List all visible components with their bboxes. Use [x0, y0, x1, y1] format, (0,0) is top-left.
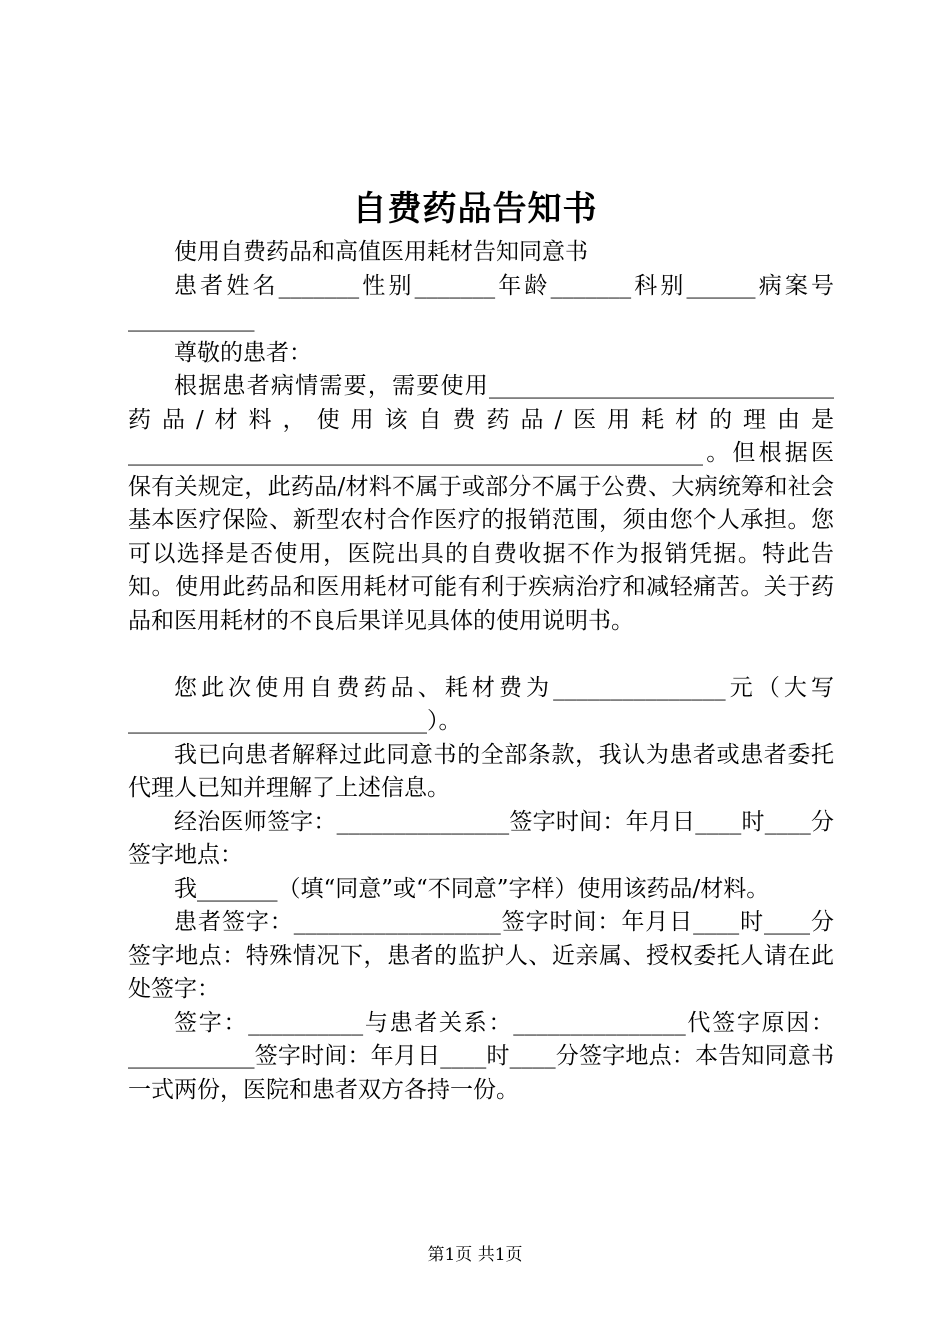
- document-title: 自费药品告知书: [352, 189, 598, 229]
- form-heading: 使用自费药品和高值医用耗材告知同意书: [174, 239, 588, 265]
- cost-paragraph: 您此次使用自费药品、耗材费为_______________元（大写__________________________）。: [128, 674, 834, 734]
- doctor-signature-line: 经治医师签字：_______________签字时间：年月日____时____分签字地点：: [128, 808, 834, 868]
- explanation-paragraph: 我已向患者解释过此同意书的全部条款，我认为患者或患者委托代理人已知并理解了上述信息。: [128, 741, 834, 801]
- document-body: [128, 236, 834, 1107]
- notice-paragraph: 根据患者病情需要，需要使用______________________________药品/材料，使用该自费药品/医用耗材的理由是__________________________________________________。但根据医保有关规定，此药品/材料不属于或部分不属于公费、大病统筹和社会基本医疗保险、新型农村合作医疗的报销范围，须由您个人承担。您可以选择是否使用，医院出具的自费收据不作为报销凭据。特此告知。使用此药品和医用耗材可能有利于疾病治疗和减轻痛苦。关于药品和医用耗材的不良后果详见具体的使用说明书。: [128, 373, 834, 634]
- consent-line: 我_______（填“同意”或“不同意”字样）使用该药品/材料。: [174, 875, 770, 902]
- patient-info-line: 患者姓名_______性别_______年龄_______科别______病案号___________: [128, 272, 834, 332]
- proxy-signature-line: 签字：__________与患者关系：_______________代签字原因：___________签字时间：年月日____时____分签字地点：本告知同意书一式两份，医院和患者双方各持一份。: [128, 1009, 834, 1103]
- patient-signature-line: 患者签字：__________________签字时间：年月日____时____分签字地点：特殊情况下，患者的监护人、近亲属、授权委托人请在此处签字：: [128, 909, 834, 1002]
- page-number: 第1页 共1页: [427, 1245, 523, 1265]
- salutation: 尊敬的患者：: [174, 339, 312, 366]
